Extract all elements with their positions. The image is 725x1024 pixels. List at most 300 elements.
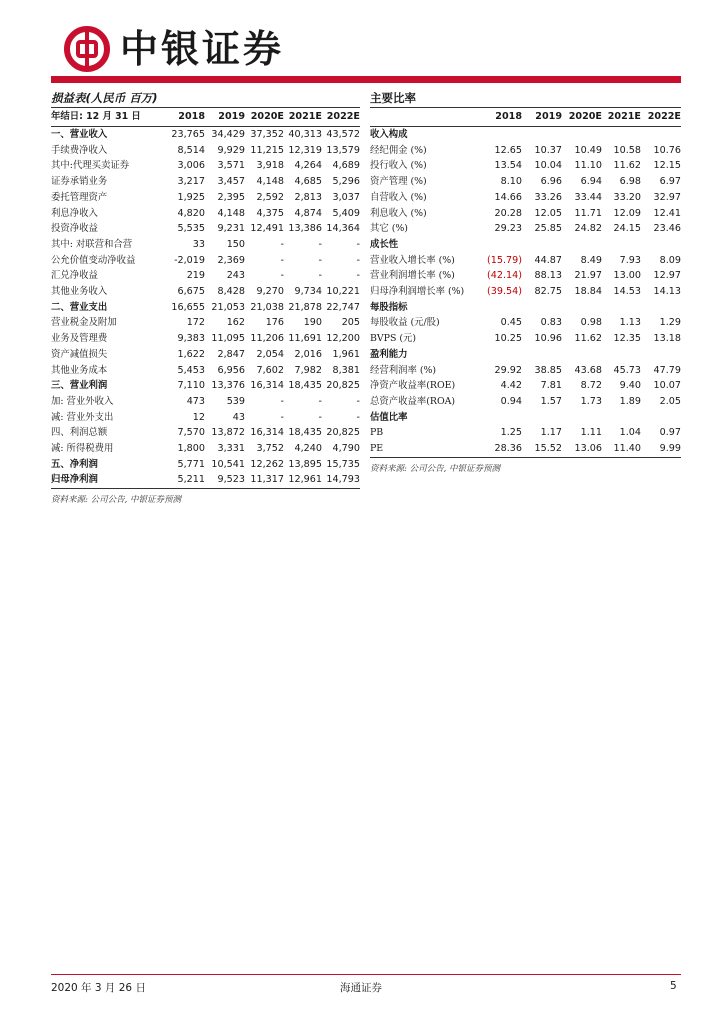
value-cell: 6.98: [619, 176, 641, 188]
value-cell: 3,331: [217, 443, 245, 455]
value-cell: 3,006: [177, 160, 205, 172]
table-row: [370, 363, 681, 379]
value-cell: 23.46: [653, 223, 681, 235]
row-label: 其中: 对联营和合营: [51, 238, 133, 250]
value-cell: -: [318, 238, 322, 250]
value-cell: 29.23: [494, 223, 522, 235]
value-cell: 18,435: [288, 427, 322, 439]
value-cell: 18,435: [288, 380, 322, 392]
value-cell: 5,535: [177, 223, 205, 235]
row-label: 总资产收益率(ROA): [370, 395, 456, 407]
value-cell: 243: [226, 270, 245, 282]
table-row: [51, 206, 360, 222]
value-cell: 5,409: [332, 207, 360, 219]
value-cell: -: [356, 238, 360, 250]
value-cell: 8.72: [580, 380, 602, 392]
table-row: [51, 127, 360, 143]
year-header: 2022E: [322, 108, 360, 127]
value-cell: 1.17: [540, 427, 562, 439]
row-label: 资产减值损失: [51, 348, 108, 360]
row-label: 资产管理 (%): [370, 176, 427, 188]
row-label: 经营利润率 (%): [370, 364, 437, 376]
table-row: [370, 315, 681, 331]
value-cell: 8,381: [332, 364, 360, 376]
section-row: [370, 410, 681, 426]
row-label: 归母净利润: [51, 472, 169, 488]
year-header: 2018: [482, 108, 522, 127]
table-row: [51, 378, 360, 394]
row-label: PB: [370, 427, 384, 439]
value-cell: 11,691: [288, 333, 322, 345]
value-cell: 12.97: [653, 270, 681, 282]
table-row: [51, 284, 360, 300]
row-label: 五、净利润: [51, 458, 98, 470]
ratios-source: 资料来源: 公司公告, 中银证券预测: [370, 463, 500, 474]
value-cell: 32.97: [653, 191, 681, 203]
section-row: [370, 300, 681, 316]
value-cell: 473: [186, 395, 205, 407]
value-cell: -2,019: [174, 254, 205, 266]
value-cell: 7,570: [177, 427, 205, 439]
footer-date: 2020 年 3 月 26 日: [51, 982, 146, 994]
row-label: 手续费净收入: [51, 144, 108, 156]
value-cell: 13,579: [326, 144, 360, 156]
value-cell: 10.25: [494, 333, 522, 345]
value-cell: 21,053: [211, 301, 245, 313]
value-cell: 28.36: [482, 441, 522, 457]
value-cell: -: [356, 395, 360, 407]
value-cell: 4,790: [332, 443, 360, 455]
value-cell: 4,375: [256, 207, 284, 219]
row-label: 其他业务成本: [51, 364, 108, 376]
value-cell: 1,622: [177, 348, 205, 360]
value-cell: 12: [192, 411, 205, 423]
value-cell: 10.76: [653, 144, 681, 156]
value-cell: 9,734: [294, 286, 322, 298]
year-header: 2018: [169, 108, 205, 127]
value-cell: 20,825: [326, 427, 360, 439]
row-label: 自营收入 (%): [370, 191, 427, 203]
section-label: 估值比率: [370, 411, 408, 423]
ratios-table: [370, 108, 681, 458]
value-cell: 13.00: [613, 270, 641, 282]
value-cell: 8.09: [659, 254, 681, 266]
row-label: 净资产收益率(ROE): [370, 380, 456, 392]
value-cell: 5,453: [177, 364, 205, 376]
value-cell: 4,148: [217, 207, 245, 219]
row-label: 其它 (%): [370, 223, 408, 235]
row-label: 减: 营业外支出: [51, 411, 114, 423]
value-cell: 10,541: [211, 458, 245, 470]
value-cell: 7.93: [619, 254, 641, 266]
value-cell: 12.35: [613, 333, 641, 345]
value-cell: 12.15: [653, 160, 681, 172]
value-cell: 40,313: [288, 129, 322, 140]
value-cell: 12.05: [534, 207, 562, 219]
value-cell: -: [318, 395, 322, 407]
table-row: [370, 143, 681, 159]
value-cell: 1.04: [619, 427, 641, 439]
row-label: 一、营业收入: [51, 129, 108, 140]
value-cell: 1.11: [580, 427, 602, 439]
value-cell: 82.75: [534, 286, 562, 298]
table-row: [51, 394, 360, 410]
value-cell: -: [280, 411, 284, 423]
table-header-row: [370, 108, 681, 127]
value-cell: 37,352: [250, 129, 284, 140]
income-statement-panel: [51, 90, 360, 505]
year-header: 2021E: [602, 108, 641, 127]
table-row: [51, 457, 360, 473]
value-cell: 0.94: [500, 395, 522, 407]
section-row: [370, 127, 681, 143]
row-label: PE: [370, 441, 482, 457]
year-header: 2020E: [245, 108, 284, 127]
brand-logo: [64, 24, 284, 74]
value-cell: 2,369: [217, 254, 245, 266]
row-label: 归母净利润增长率 (%): [370, 286, 465, 298]
year-header: 2019: [522, 108, 562, 127]
value-cell: 21.97: [574, 270, 602, 282]
table-row: [370, 284, 681, 300]
value-cell: 11,206: [250, 333, 284, 345]
value-cell: 11.40: [602, 441, 641, 457]
value-cell: 0.97: [659, 427, 681, 439]
table-row: [370, 331, 681, 347]
value-cell: 34,429: [211, 129, 245, 140]
section-row: [370, 237, 681, 253]
value-cell: 4,148: [256, 176, 284, 188]
value-cell: 219: [186, 270, 205, 282]
table-row: [51, 425, 360, 441]
value-cell: -: [280, 395, 284, 407]
value-cell: 205: [341, 317, 360, 329]
value-cell: 13,872: [211, 427, 245, 439]
value-cell: 43.68: [574, 364, 602, 376]
value-cell: 150: [226, 238, 245, 250]
value-cell: 1.73: [580, 395, 602, 407]
value-cell: 33: [192, 238, 205, 250]
row-label: 证券承销业务: [51, 176, 108, 188]
value-cell: 9.40: [619, 380, 641, 392]
value-cell: 33.26: [534, 191, 562, 203]
value-cell: 13,895: [288, 458, 322, 470]
value-cell: 13.54: [494, 160, 522, 172]
value-cell: 12,262: [250, 458, 284, 470]
row-label: 汇兑净收益: [51, 270, 98, 282]
income-statement-table: [51, 108, 360, 489]
value-cell: 9.99: [641, 441, 681, 457]
row-label: 其他业务收入: [51, 286, 108, 298]
value-cell: 4,874: [294, 207, 322, 219]
value-cell: -: [356, 254, 360, 266]
row-label: 营业利润增长率 (%): [370, 270, 455, 282]
value-cell: 11.10: [574, 160, 602, 172]
value-cell: 13,386: [288, 223, 322, 235]
table-row: [370, 441, 681, 457]
value-cell: 4,689: [332, 160, 360, 172]
income-statement-source: 资料来源: 公司公告, 中银证券预测: [51, 495, 181, 506]
value-cell: 162: [226, 317, 245, 329]
value-cell: 539: [226, 395, 245, 407]
value-cell: 2.05: [659, 395, 681, 407]
value-cell: 3,457: [217, 176, 245, 188]
value-cell: 9,383: [177, 333, 205, 345]
value-cell: 13.18: [653, 333, 681, 345]
table-row: [51, 174, 360, 190]
value-cell: 7,602: [256, 364, 284, 376]
value-cell: 9,929: [217, 144, 245, 156]
value-cell: 9,231: [217, 223, 245, 235]
value-cell: 2,016: [294, 348, 322, 360]
value-cell: -: [356, 270, 360, 282]
value-cell: 22,747: [326, 301, 360, 313]
section-label: 盈利能力: [370, 348, 408, 360]
value-cell: 1,800: [177, 443, 205, 455]
row-label: 减: 所得税费用: [51, 443, 114, 455]
value-cell: 8,428: [217, 286, 245, 298]
value-cell: 14,793: [322, 472, 360, 488]
table-row: [51, 268, 360, 284]
bank-of-china-logo-icon: [64, 26, 110, 72]
table-row: [51, 190, 360, 206]
table-row: [51, 347, 360, 363]
table-row: [51, 410, 360, 426]
value-cell: 12.09: [613, 207, 641, 219]
table-row: [370, 378, 681, 394]
table-row: [370, 174, 681, 190]
value-cell: -: [318, 254, 322, 266]
row-label: 业务及管理费: [51, 333, 108, 345]
value-cell: 13.06: [562, 441, 602, 457]
row-label: 加: 营业外收入: [51, 395, 114, 407]
table-row: [51, 331, 360, 347]
value-cell: 10.49: [574, 144, 602, 156]
value-cell: 2,054: [256, 348, 284, 360]
value-cell: 43: [232, 411, 245, 423]
value-cell: 1,961: [332, 348, 360, 360]
value-cell: 2,592: [256, 191, 284, 203]
value-cell: 0.98: [580, 317, 602, 329]
value-cell: 176: [265, 317, 284, 329]
value-cell: (15.79): [487, 254, 522, 266]
row-label: 投资净收益: [51, 223, 98, 235]
table-row: [51, 441, 360, 457]
value-cell: 5,771: [177, 458, 205, 470]
year-header: 2020E: [562, 108, 602, 127]
value-cell: 14.13: [653, 286, 681, 298]
header-blank: [370, 108, 482, 127]
value-cell: 15.52: [522, 441, 562, 457]
value-cell: 12.41: [653, 207, 681, 219]
row-label: 其中:代理买卖证券: [51, 160, 130, 172]
value-cell: 11.62: [574, 333, 602, 345]
row-label: 利息净收入: [51, 207, 98, 219]
table-row: [51, 143, 360, 159]
row-label: 三、营业利润: [51, 380, 108, 392]
value-cell: 6.97: [659, 176, 681, 188]
value-cell: 21,878: [288, 301, 322, 313]
value-cell: 3,918: [256, 160, 284, 172]
value-cell: 45.73: [613, 364, 641, 376]
value-cell: 14.53: [613, 286, 641, 298]
value-cell: 3,217: [177, 176, 205, 188]
value-cell: -: [356, 411, 360, 423]
value-cell: 11.62: [613, 160, 641, 172]
value-cell: 10.37: [534, 144, 562, 156]
table-row: [370, 190, 681, 206]
value-cell: 11.71: [574, 207, 602, 219]
value-cell: 7.81: [540, 380, 562, 392]
table-row: [370, 221, 681, 237]
value-cell: 10,221: [326, 286, 360, 298]
value-cell: 14,364: [326, 223, 360, 235]
value-cell: 38.85: [534, 364, 562, 376]
value-cell: 1.57: [540, 395, 562, 407]
value-cell: 25.85: [534, 223, 562, 235]
value-cell: 11,317: [245, 472, 284, 488]
section-label: 每股指标: [370, 301, 408, 313]
value-cell: 2,847: [217, 348, 245, 360]
value-cell: 15,735: [326, 458, 360, 470]
row-label: 每股收益 (元/股): [370, 317, 440, 329]
value-cell: 4,685: [294, 176, 322, 188]
table-row: [370, 268, 681, 284]
table-row: [51, 221, 360, 237]
value-cell: 4.42: [500, 380, 522, 392]
row-label: 公允价值变动净收益: [51, 254, 136, 266]
value-cell: 12.65: [494, 144, 522, 156]
value-cell: 8.10: [500, 176, 522, 188]
footer-publisher: 海通证券: [340, 982, 382, 994]
table-row: [51, 253, 360, 269]
value-cell: 24.82: [574, 223, 602, 235]
header-label: 年结日: 12 月 31 日: [51, 108, 169, 127]
row-label: 营业收入增长率 (%): [370, 254, 455, 266]
section-label: 成长性: [370, 238, 399, 250]
value-cell: 2,395: [217, 191, 245, 203]
value-cell: 4,240: [294, 443, 322, 455]
value-cell: -: [280, 238, 284, 250]
value-cell: 3,571: [217, 160, 245, 172]
value-cell: 18.84: [574, 286, 602, 298]
value-cell: 29.92: [494, 364, 522, 376]
table-row: [51, 472, 360, 488]
value-cell: 16,314: [250, 380, 284, 392]
value-cell: 3,752: [256, 443, 284, 455]
value-cell: 10.96: [534, 333, 562, 345]
value-cell: 190: [303, 317, 322, 329]
value-cell: 5,211: [169, 472, 205, 488]
value-cell: 33.20: [613, 191, 641, 203]
value-cell: 1,925: [177, 191, 205, 203]
value-cell: 9,523: [205, 472, 245, 488]
section-label: 收入构成: [370, 129, 408, 140]
value-cell: 12,200: [326, 333, 360, 345]
value-cell: 3,037: [332, 191, 360, 203]
value-cell: 47.79: [653, 364, 681, 376]
value-cell: 44.87: [534, 254, 562, 266]
value-cell: 6.96: [540, 176, 562, 188]
row-label: 二、营业支出: [51, 301, 108, 313]
value-cell: 172: [186, 317, 205, 329]
value-cell: 5,296: [332, 176, 360, 188]
value-cell: 16,314: [250, 427, 284, 439]
value-cell: (42.14): [487, 270, 522, 282]
value-cell: 20,825: [326, 380, 360, 392]
value-cell: 20.28: [494, 207, 522, 219]
value-cell: -: [318, 411, 322, 423]
header-rule: [51, 76, 681, 83]
value-cell: 11,095: [211, 333, 245, 345]
row-label: BVPS (元): [370, 333, 417, 345]
page-number: 5: [670, 980, 677, 992]
value-cell: 7,110: [177, 380, 205, 392]
value-cell: 4,264: [294, 160, 322, 172]
value-cell: 7,982: [294, 364, 322, 376]
row-label: 利息收入 (%): [370, 207, 427, 219]
value-cell: 88.13: [534, 270, 562, 282]
income-statement-title: 损益表(人民币 百万): [51, 90, 360, 108]
value-cell: 13,376: [211, 380, 245, 392]
table-row: [51, 315, 360, 331]
value-cell: 43,572: [326, 129, 360, 140]
value-cell: 4,820: [177, 207, 205, 219]
value-cell: 10.04: [534, 160, 562, 172]
value-cell: 33.44: [574, 191, 602, 203]
table-row: [370, 253, 681, 269]
value-cell: 2,813: [294, 191, 322, 203]
value-cell: 1.25: [500, 427, 522, 439]
value-cell: 0.83: [540, 317, 562, 329]
value-cell: 16,655: [171, 301, 205, 313]
year-header: 2021E: [284, 108, 322, 127]
table-row: [370, 158, 681, 174]
table-row: [370, 394, 681, 410]
footer-rule: [51, 974, 681, 975]
value-cell: 6.94: [580, 176, 602, 188]
value-cell: 12,961: [284, 472, 322, 488]
value-cell: 12,491: [250, 223, 284, 235]
value-cell: 24.15: [613, 223, 641, 235]
value-cell: 6,956: [217, 364, 245, 376]
value-cell: 0.45: [500, 317, 522, 329]
table-row: [51, 300, 360, 316]
table-header-row: [51, 108, 360, 127]
table-row: [51, 237, 360, 253]
value-cell: 8,514: [177, 144, 205, 156]
row-label: 委托管理资产: [51, 191, 108, 203]
value-cell: -: [280, 254, 284, 266]
section-row: [370, 347, 681, 363]
row-label: 投行收入 (%): [370, 160, 427, 172]
table-row: [370, 425, 681, 441]
table-row: [51, 158, 360, 174]
value-cell: 1.89: [619, 395, 641, 407]
value-cell: 10.07: [653, 380, 681, 392]
row-label: 营业税金及附加: [51, 317, 117, 329]
value-cell: 11,215: [250, 144, 284, 156]
table-row: [51, 363, 360, 379]
value-cell: 14.66: [494, 191, 522, 203]
value-cell: -: [280, 270, 284, 282]
table-row: [370, 206, 681, 222]
value-cell: 12,319: [288, 144, 322, 156]
value-cell: 6,675: [177, 286, 205, 298]
brand-name: 中银证券: [120, 26, 285, 71]
year-header: 2019: [205, 108, 245, 127]
value-cell: 23,765: [171, 129, 205, 140]
